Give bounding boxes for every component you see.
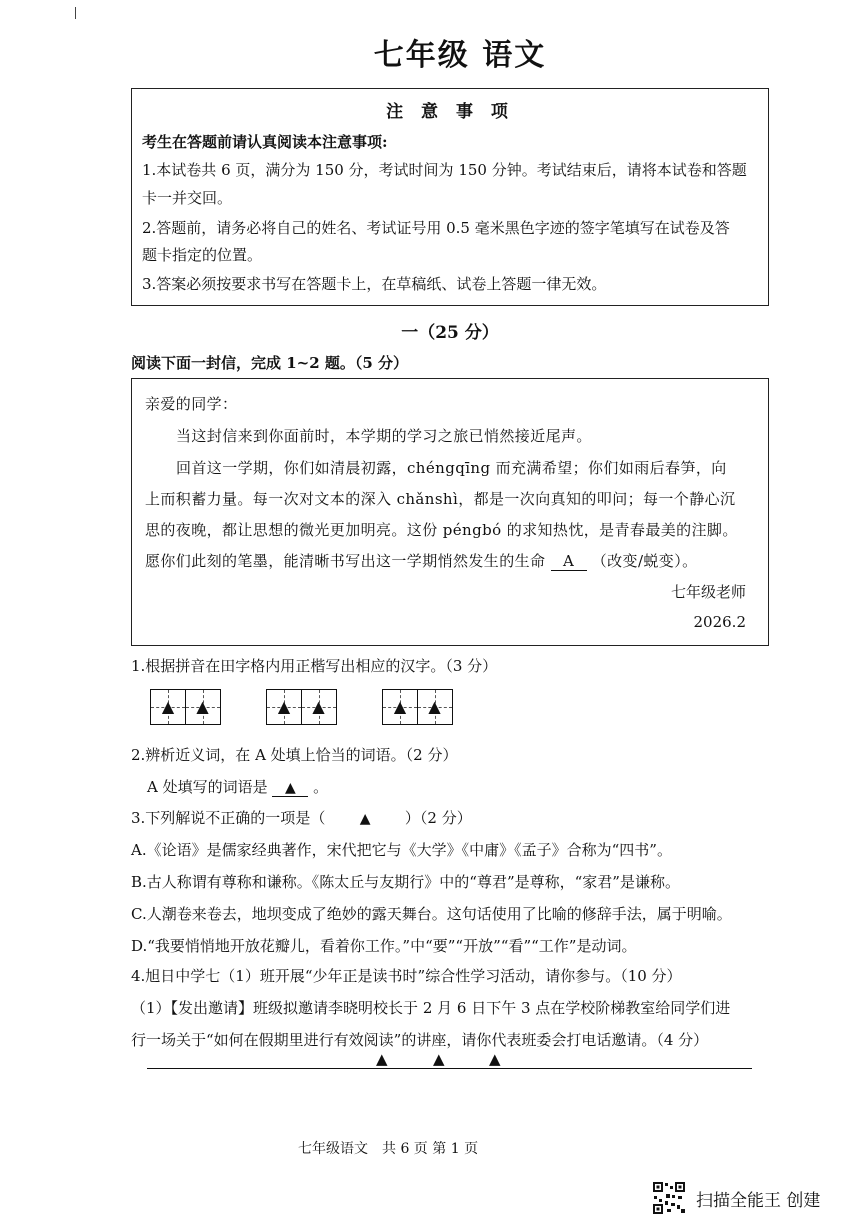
grid-cell[interactable]: [417, 689, 453, 725]
triangle-marker-icon: ▲: [433, 1050, 445, 1068]
grid-cell[interactable]: [301, 689, 337, 725]
notice-line: 卡一并交回。: [142, 189, 233, 207]
question-3-option-d: D.“我要悄悄地开放花瓣儿，看着你工作。”中“要”“开放”“看”“工作”是动词。: [131, 937, 637, 955]
letter-last-line-text: 愿你们此刻的笔墨，能清晰书写出这一学期悄然发生的生命: [145, 552, 546, 570]
grid-cell[interactable]: [266, 689, 302, 725]
question-3-suffix: ）（2 分）: [404, 809, 472, 827]
question-3-prefix: 3.下列解说不正确的一项是（: [131, 809, 326, 827]
notice-line: 考生在答题前请认真阅读本注意事项:: [142, 133, 388, 151]
triangle-marker-icon: ▲: [196, 697, 209, 716]
question-1: 1.根据拼音在田字格内用正楷写出相应的汉字。（3 分）: [131, 657, 498, 675]
answer-suffix: 。: [313, 778, 329, 796]
question-4-sub1-line2: 行一场关于“如何在假期里进行有效阅读”的讲座，请你代表班委会打电话邀请。（4 分）: [131, 1031, 709, 1049]
question-2: 2.辨析近义词，在 A 处填上恰当的词语。（2 分）: [131, 746, 458, 764]
letter-line: 上而积蓄力量。每一次对文本的深入 chǎnshì，都是一次向真知的叩问；每一个静心沉: [145, 490, 736, 508]
letter-last-line-options: （改变/蜕变）。: [591, 552, 698, 570]
letter-line: 回首这一学期，你们如清晨初露，chéngqīng 而充满希望；你们如雨后春笋，向: [176, 459, 727, 477]
blank-a: A: [551, 552, 587, 571]
notice-line: 题卡指定的位置。: [142, 246, 263, 264]
notice-line: 1.本试卷共 6 页，满分为 150 分，考试时间为 150 分钟。考试结束后，请将本试卷和答题: [142, 161, 747, 179]
triangle-marker-icon: ▲: [161, 697, 175, 716]
question-3-option-b: B.古人称谓有尊称和谦称。《陈太丘与友期行》中的“尊君”是尊称，“家君”是谦称。: [131, 873, 680, 891]
exam-title: 七年级 语文: [373, 38, 547, 73]
notice-line: 2.答题前，请务必将自己的姓名、考试证号用 0.5 毫米黑色字迹的签字笔填写在试卷及答: [142, 219, 730, 237]
triangle-marker-icon: ▲: [376, 1050, 388, 1068]
qr-code-icon: [652, 1181, 686, 1215]
triangle-marker-icon: ▲: [272, 780, 308, 797]
writing-grid-1[interactable]: [150, 689, 219, 725]
grid-cell[interactable]: [185, 689, 221, 725]
grid-cell[interactable]: [150, 689, 186, 725]
triangle-marker-icon: ▲: [312, 697, 325, 716]
notice-box: [131, 88, 769, 306]
letter-box: [131, 378, 769, 646]
triangle-marker-icon: ▲: [393, 697, 407, 716]
triangle-marker-icon: ▲: [428, 697, 441, 716]
scan-corner-mark: [75, 7, 76, 19]
notice-line: 3.答案必须按要求书写在答题卡上，在草稿纸、试卷上答题一律无效。: [142, 275, 607, 293]
section-heading: 一（25 分）: [401, 323, 499, 343]
question-3-option-a: A.《论语》是儒家经典著作，宋代把它与《大学》《中庸》《孟子》合称为“四书”。: [131, 841, 672, 859]
answer-prefix: A 处填写的词语是: [147, 778, 268, 796]
letter-greeting: 亲爱的同学：: [145, 395, 238, 413]
letter-line: 当这封信来到你面前时，本学期的学习之旅已悄然接近尾声。: [176, 427, 592, 445]
page-footer: 七年级语文 共 6 页 第 1 页: [298, 1141, 479, 1157]
letter-signature: 七年级老师: [670, 583, 746, 601]
question-3: [131, 807, 472, 828]
scanner-watermark: 扫描全能王 创建: [696, 1191, 821, 1211]
letter-line-with-blank: [145, 550, 698, 571]
writing-grid-3[interactable]: [382, 689, 451, 725]
writing-grid-2[interactable]: [266, 689, 335, 725]
question-2-answer: [147, 776, 328, 797]
question-3-option-c: C.人潮卷来卷去，地坝变成了绝妙的露天舞台。这句话使用了比喻的修辞手法，属于明喻。: [131, 905, 732, 923]
notice-title: 注 意 事 项: [386, 102, 514, 122]
triangle-marker-icon: ▲: [277, 697, 291, 716]
triangle-marker-icon: ▲: [489, 1050, 501, 1068]
letter-date: 2026.2: [693, 613, 746, 631]
reading-instruction: 阅读下面一封信，完成 1~2 题。（5 分）: [131, 354, 409, 372]
triangle-marker-icon: ▲: [359, 811, 371, 827]
grid-cell[interactable]: [382, 689, 418, 725]
letter-line: 思的夜晚，都让思想的微光更加明亮。这份 péngbó 的求知热忱，是青春最美的注脚。: [145, 521, 738, 539]
answer-line[interactable]: [147, 1068, 752, 1069]
question-4-sub1-line1: （1）【发出邀请】班级拟邀请李晓明校长于 2 月 6 日下午 3 点在学校阶梯教室给同学们进: [131, 999, 731, 1017]
question-4: 4.旭日中学七（1）班开展“少年正是读书时”综合性学习活动，请你参与。（10 分）: [131, 967, 682, 985]
